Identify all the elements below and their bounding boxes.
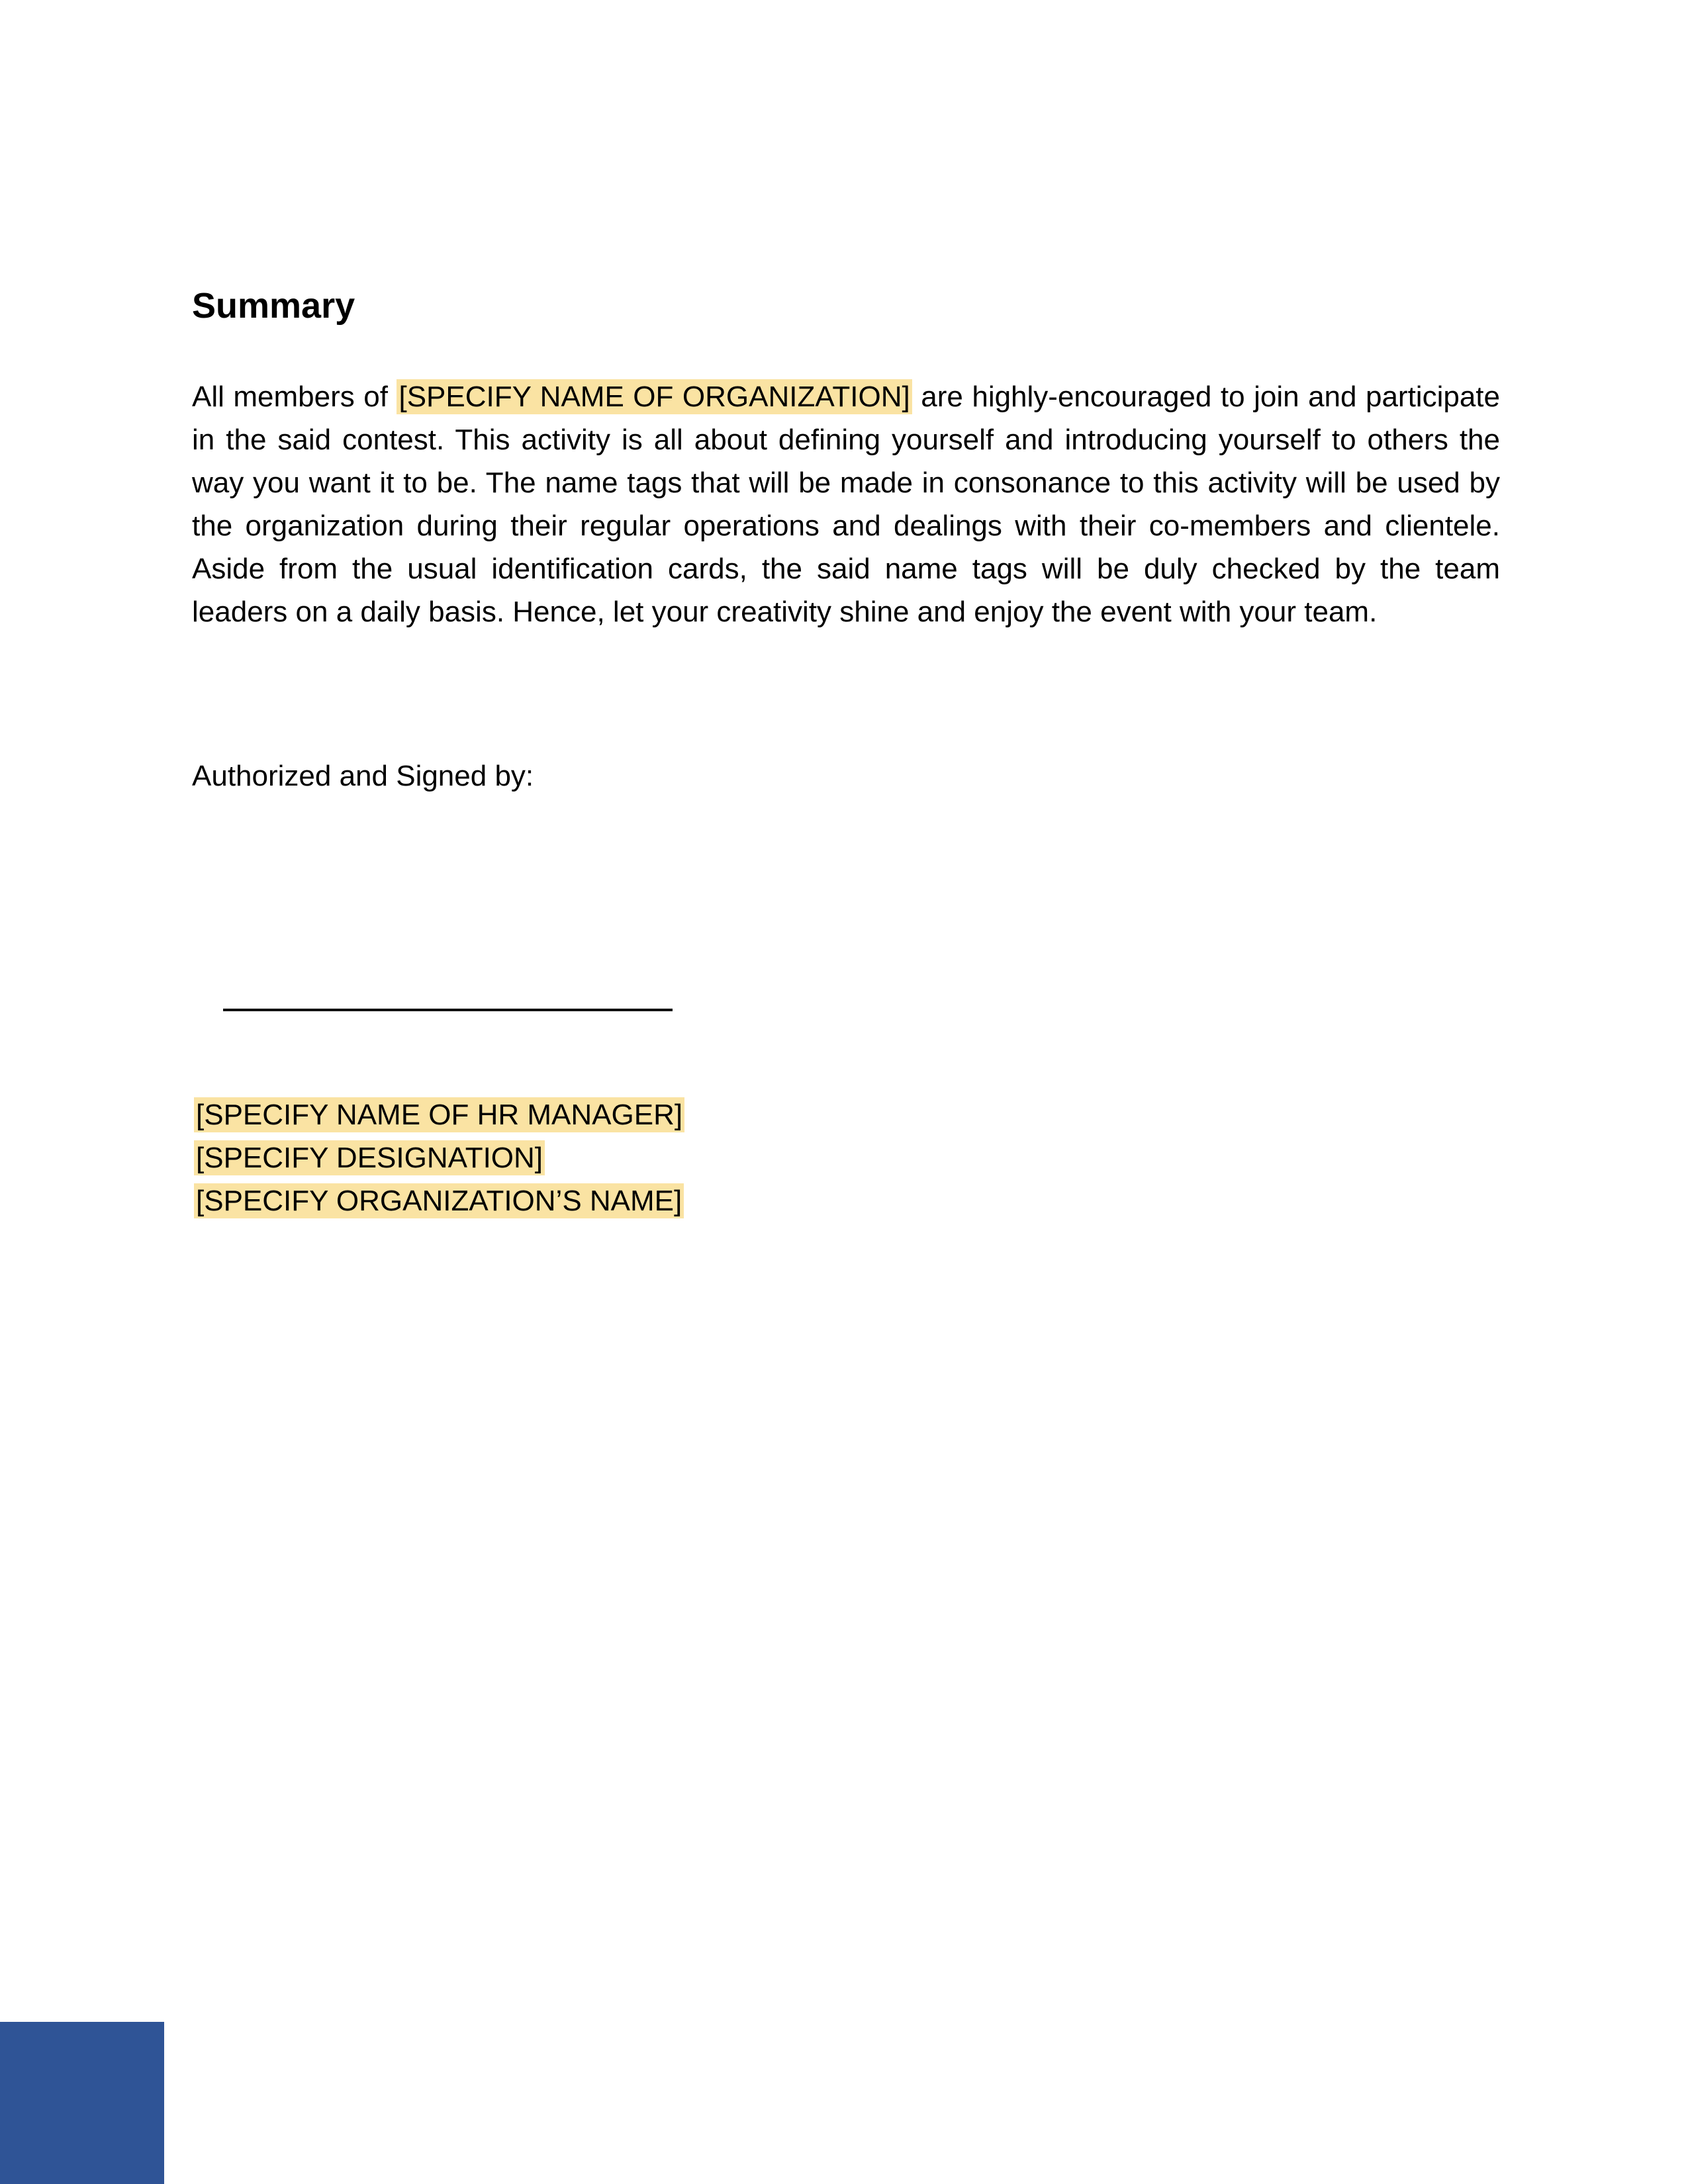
signature-placeholder-row bbox=[194, 1136, 684, 1179]
authorized-signed-by-label: Authorized and Signed by: bbox=[192, 760, 534, 792]
page-corner-accent-rectangle bbox=[0, 2022, 164, 2184]
summary-heading: Summary bbox=[192, 286, 355, 326]
hr-manager-name-placeholder: [SPECIFY NAME OF HR MANAGER] bbox=[194, 1097, 684, 1132]
organization-name-placeholder: [SPECIFY NAME OF ORGANIZATION] bbox=[397, 379, 912, 414]
signature-placeholder-row bbox=[194, 1179, 684, 1222]
designation-placeholder: [SPECIFY DESIGNATION] bbox=[194, 1140, 545, 1175]
signature-line bbox=[223, 1009, 673, 1011]
organization-name-footer-placeholder: [SPECIFY ORGANIZATION’S NAME] bbox=[194, 1183, 684, 1218]
summary-paragraph bbox=[192, 375, 1500, 633]
paragraph-text-before: All members of bbox=[192, 381, 397, 413]
signatory-details bbox=[194, 1093, 684, 1222]
paragraph-text-after: are highly-encouraged to join and participate in the said contest. This activity is all about defining yourself and introducing yourself to others the way you want it to be. The name tags that will be made in consonance to this activity will be used by the organization during their regular operations and dealings with their co-members and clientele. Aside from the usual identification cards, the said name tags will be duly checked by the team leaders on a daily basis. Hence, let your creativity shine and enjoy the event with your team. bbox=[192, 381, 1500, 628]
signature-placeholder-row bbox=[194, 1093, 684, 1136]
